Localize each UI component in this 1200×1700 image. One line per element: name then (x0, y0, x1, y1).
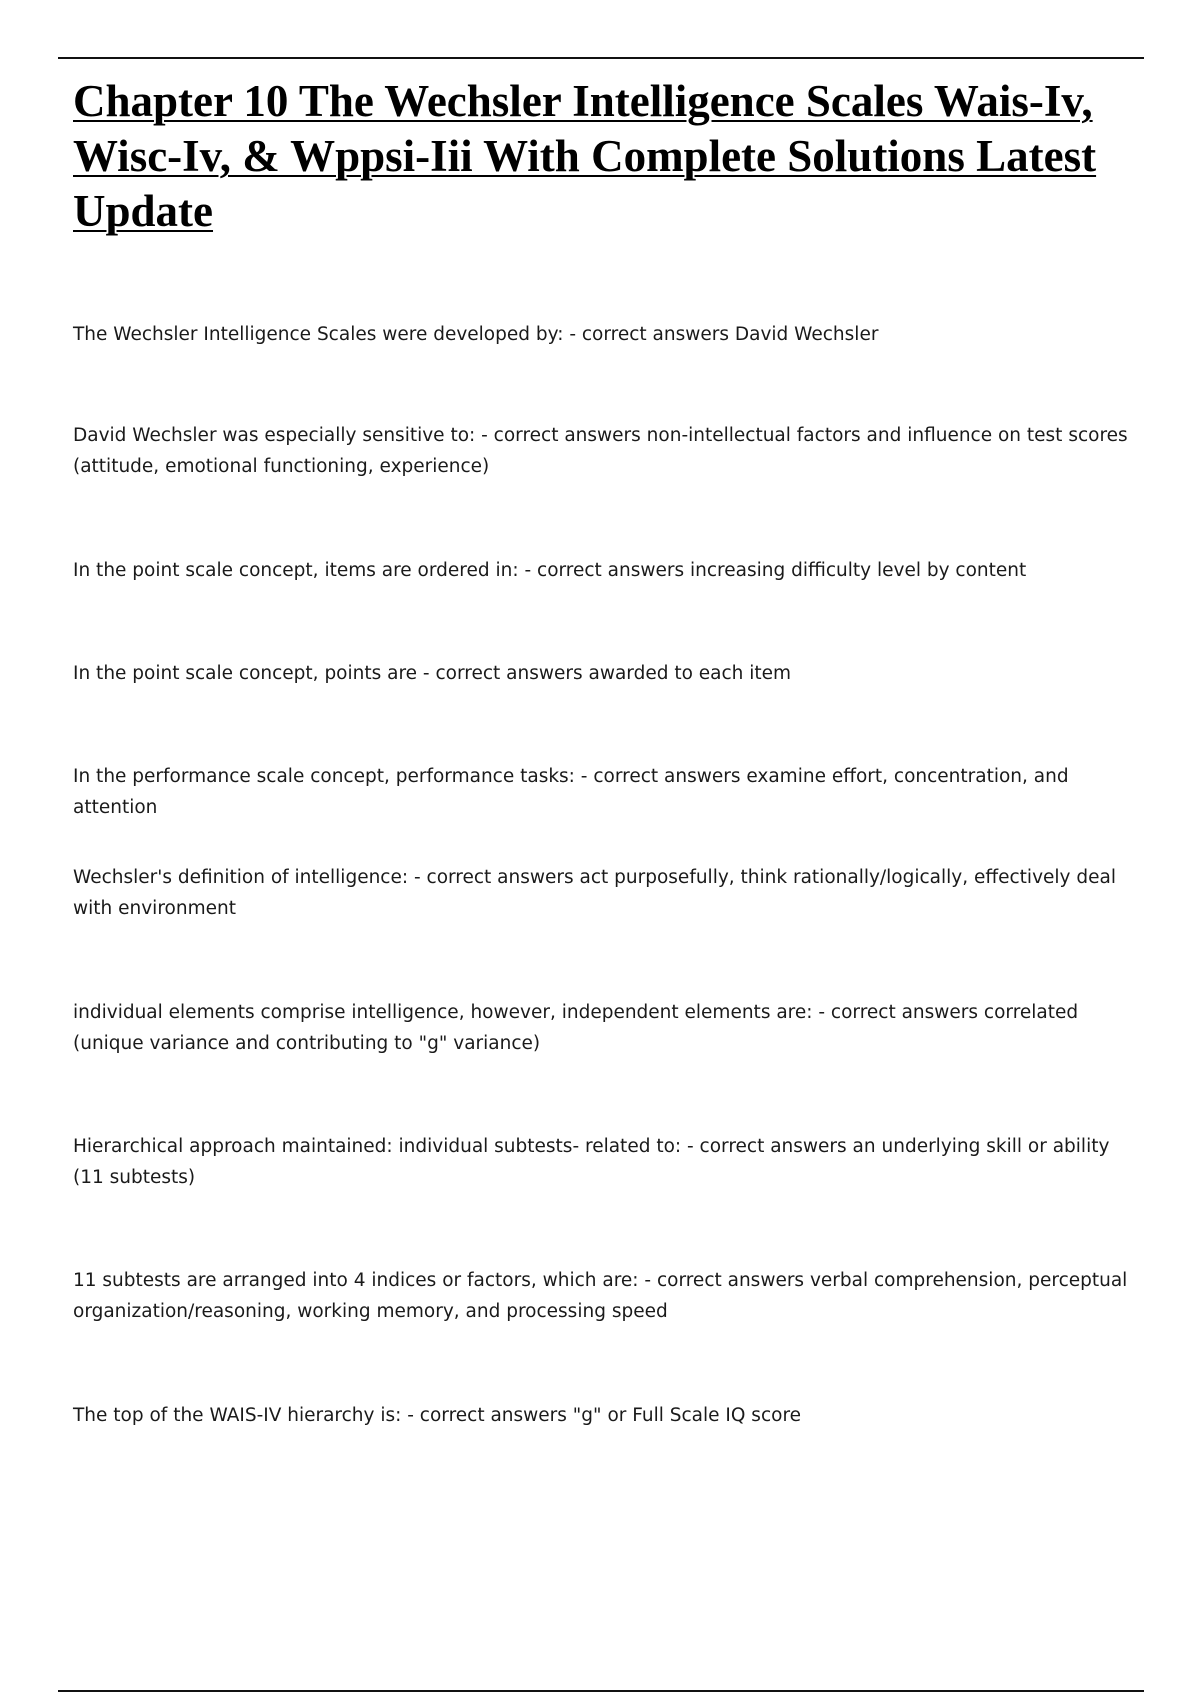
qa-item: In the performance scale concept, performance tasks: - correct answers examine effort, concentration, and attention (73, 766, 1069, 818)
qa-item: David Wechsler was especially sensitive to: - correct answers non-intellectual factors and influence on test scores (attitude, emotional functioning, experience) (73, 425, 1128, 477)
top-rule (58, 57, 1144, 59)
qa-item: In the point scale concept, items are ordered in: - correct answers increasing difficulty level by content (73, 560, 1027, 581)
qa-item: individual elements comprise intelligence, however, independent elements are: - correct answers correlated (unique variance and contributing to "g" variance) (73, 1002, 1079, 1054)
qa-item: 11 subtests are arranged into 4 indices or factors, which are: - correct answers verbal comprehension, perceptual organization/reasoning, working memory, and processing speed (73, 1270, 1128, 1322)
bottom-rule (58, 1690, 1144, 1692)
qa-item: The Wechsler Intelligence Scales were developed by: - correct answers David Wechsler (73, 324, 879, 345)
qa-item: The top of the WAIS-IV hierarchy is: - correct answers "g" or Full Scale IQ score (73, 1405, 802, 1426)
qa-item: Hierarchical approach maintained: individual subtests- related to: - correct answers an underlying skill or ability (11 subtests) (73, 1136, 1110, 1188)
qa-item: In the point scale concept, points are - correct answers awarded to each item (73, 663, 792, 684)
document-title: Chapter 10 The Wechsler Intelligence Scales Wais-Iv, Wisc-Iv, & Wppsi-Iii With Complete Solutions Latest Update (73, 76, 1097, 236)
qa-item: Wechsler's definition of intelligence: - correct answers act purposefully, think rationally/logically, effectively deal with environment (73, 867, 1116, 919)
